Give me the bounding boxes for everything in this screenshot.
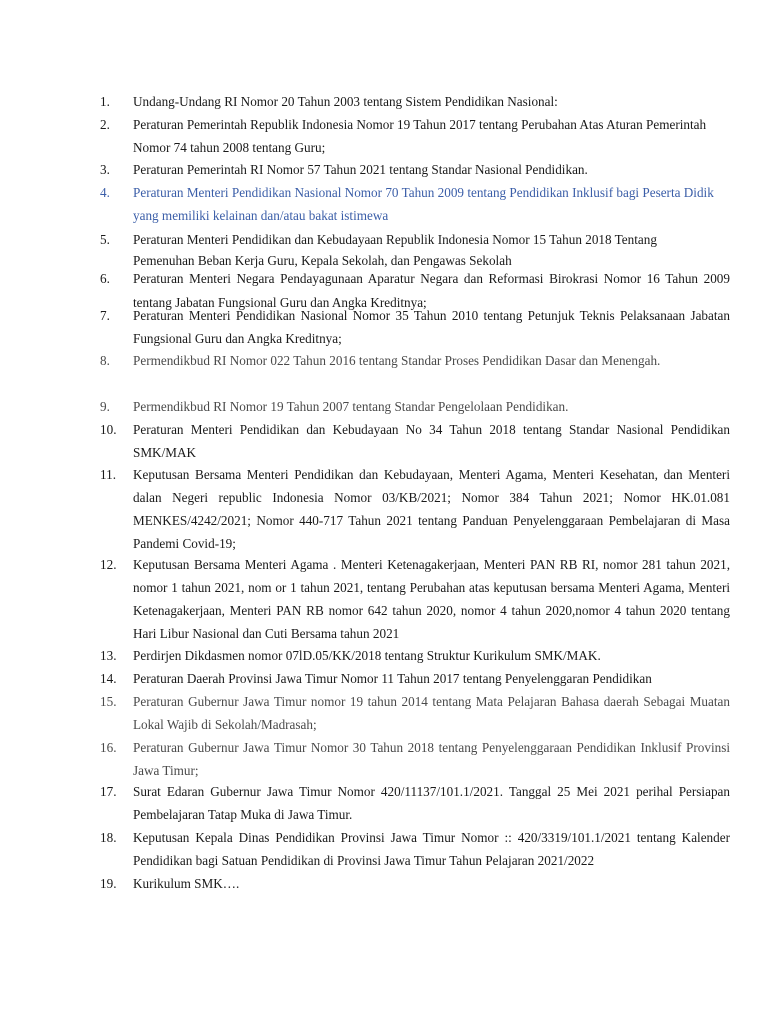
list-number: 6. bbox=[100, 271, 110, 286]
list-text: Peraturan Gubernur Jawa Timur nomor 19 tahun 2014 tentang Mata Pelajaran Bahasa daerah Sebagai Muatan Lokal Wajib di Sekolah/Madrasah; bbox=[133, 694, 730, 732]
list-number: 12. bbox=[100, 557, 117, 572]
list-number: 8. bbox=[100, 353, 110, 368]
list-text: Keputusan Bersama Menteri Agama . Menteri Ketenagakerjaan, Menteri PAN RB RI, nomor 281 tahun 2021, nomor 1 tahun 2021, nom or 1 tahun 2021, tentang Perubahan atas keputusan bersama Menteri Agama, Menteri Ketenagakerjaan, Menteri PAN RB nomor 642 tahun 2020, nomor 4 tahun 2020,nomor 4 tahun 2020 tentang Hari Libur Nasional dan Cuti Bersama tahun 2021 bbox=[133, 557, 730, 641]
list-number: 17. bbox=[100, 784, 117, 799]
list-number: 19. bbox=[100, 876, 117, 891]
list-number: 14. bbox=[100, 671, 117, 686]
list-text: Surat Edaran Gubernur Jawa Timur Nomor 420/11137/101.1/2021. Tanggal 25 Mei 2021 perihal Persiapan Pembelajaran Tatap Muka di Jawa Timur. bbox=[133, 784, 730, 822]
list-number: 15. bbox=[100, 694, 117, 709]
list-text: Peraturan Daerah Provinsi Jawa Timur Nomor 11 Tahun 2017 tentang Penyelenggaran Pendidikan bbox=[133, 671, 652, 686]
list-text: Peraturan Pemerintah Republik Indonesia Nomor 19 Tahun 2017 tentang Perubahan Atas Aturan Pemerintah Nomor 74 tahun 2008 tentang Guru; bbox=[133, 117, 707, 155]
list-text: Peraturan Pemerintah RI Nomor 57 Tahun 2021 tentang Standar Nasional Pendidikan. bbox=[133, 162, 588, 177]
list-text: Peraturan Menteri Negara Pendayagunaan Aparatur Negara dan Reformasi Birokrasi Nomor 16 Tahun 2009 tentang Jabatan Fungsional Guru dan Angka Kreditnya; bbox=[133, 271, 730, 310]
list-number: 2. bbox=[100, 117, 110, 132]
list-text: Keputusan Kepala Dinas Pendidikan Provinsi Jawa Timur Nomor :: 420/3319/101.1/2021 tentang Kalender Pendidikan bagi Satuan Pendidikan di Provinsi Jawa Timur Tahun Pelajaran 2021/2022 bbox=[133, 830, 730, 868]
list-text: Perdirjen Dikdasmen nomor 07lD.05/KK/2018 tentang Struktur Kurikulum SMK/MAK. bbox=[133, 648, 601, 663]
list-number: 3. bbox=[100, 162, 110, 177]
list-number: 18. bbox=[100, 830, 117, 845]
list-number: 9. bbox=[100, 399, 110, 414]
list-text: Permendikbud RI Nomor 19 Tahun 2007 tentang Standar Pengelolaan Pendidikan. bbox=[133, 399, 569, 414]
list-text: Peraturan Gubernur Jawa Timur Nomor 30 Tahun 2018 tentang Penyelenggaraan Pendidikan Inklusif Provinsi Jawa Timur; bbox=[133, 740, 730, 778]
list-text: Peraturan Menteri Pendidikan dan Kebudayaan Republik Indonesia Nomor 15 Tahun 2018 Tentang Pemenuhan Beban Kerja Guru, Kepala Sekolah, dan Pengawas Sekolah bbox=[133, 232, 657, 268]
list-text: Peraturan Menteri Pendidikan Nasional Nomor 70 Tahun 2009 tentang Pendidikan Inklusif bagi Peserta Didik yang memiliki kelainan dan/atau bakat istimewa bbox=[133, 185, 714, 223]
list-number: 7. bbox=[100, 308, 110, 323]
list-number: 5. bbox=[100, 232, 110, 247]
list-number: 13. bbox=[100, 648, 117, 663]
list-number: 4. bbox=[100, 185, 110, 200]
list-text: Peraturan Menteri Pendidikan Nasional Nomor 35 Tahun 2010 tentang Petunjuk Teknis Pelaksanaan Jabatan Fungsional Guru dan Angka Kreditnya; bbox=[133, 308, 730, 346]
list-text: Keputusan Bersama Menteri Pendidikan dan Kebudayaan, Menteri Agama, Menteri Kesehatan, dan Menteri dalan Negeri republic Indonesia Nomor 03/KB/2021; Nomor 384 Tahun 2021; Nomor HK.01.081 MENKES/4242/2021; Nomor 440-717 Tahun 2021 tentang Panduan Penyelenggaraan Pembelajaran di Masa Pandemi Covid-19; bbox=[133, 467, 730, 551]
list-text: Permendikbud RI Nomor 022 Tahun 2016 tentang Standar Proses Pendidikan Dasar dan Menengah. bbox=[133, 353, 661, 368]
list-number: 1. bbox=[100, 94, 110, 109]
list-text: Kurikulum SMK…. bbox=[133, 876, 240, 891]
list-number: 10. bbox=[100, 422, 117, 437]
list-number: 16. bbox=[100, 740, 117, 755]
list-number: 11. bbox=[100, 467, 116, 482]
list-text: Undang-Undang RI Nomor 20 Tahun 2003 tentang Sistem Pendidikan Nasional: bbox=[133, 94, 558, 109]
list-text: Peraturan Menteri Pendidikan dan Kebudayaan No 34 Tahun 2018 tentang Standar Nasional Pendidikan SMK/MAK bbox=[133, 422, 730, 460]
